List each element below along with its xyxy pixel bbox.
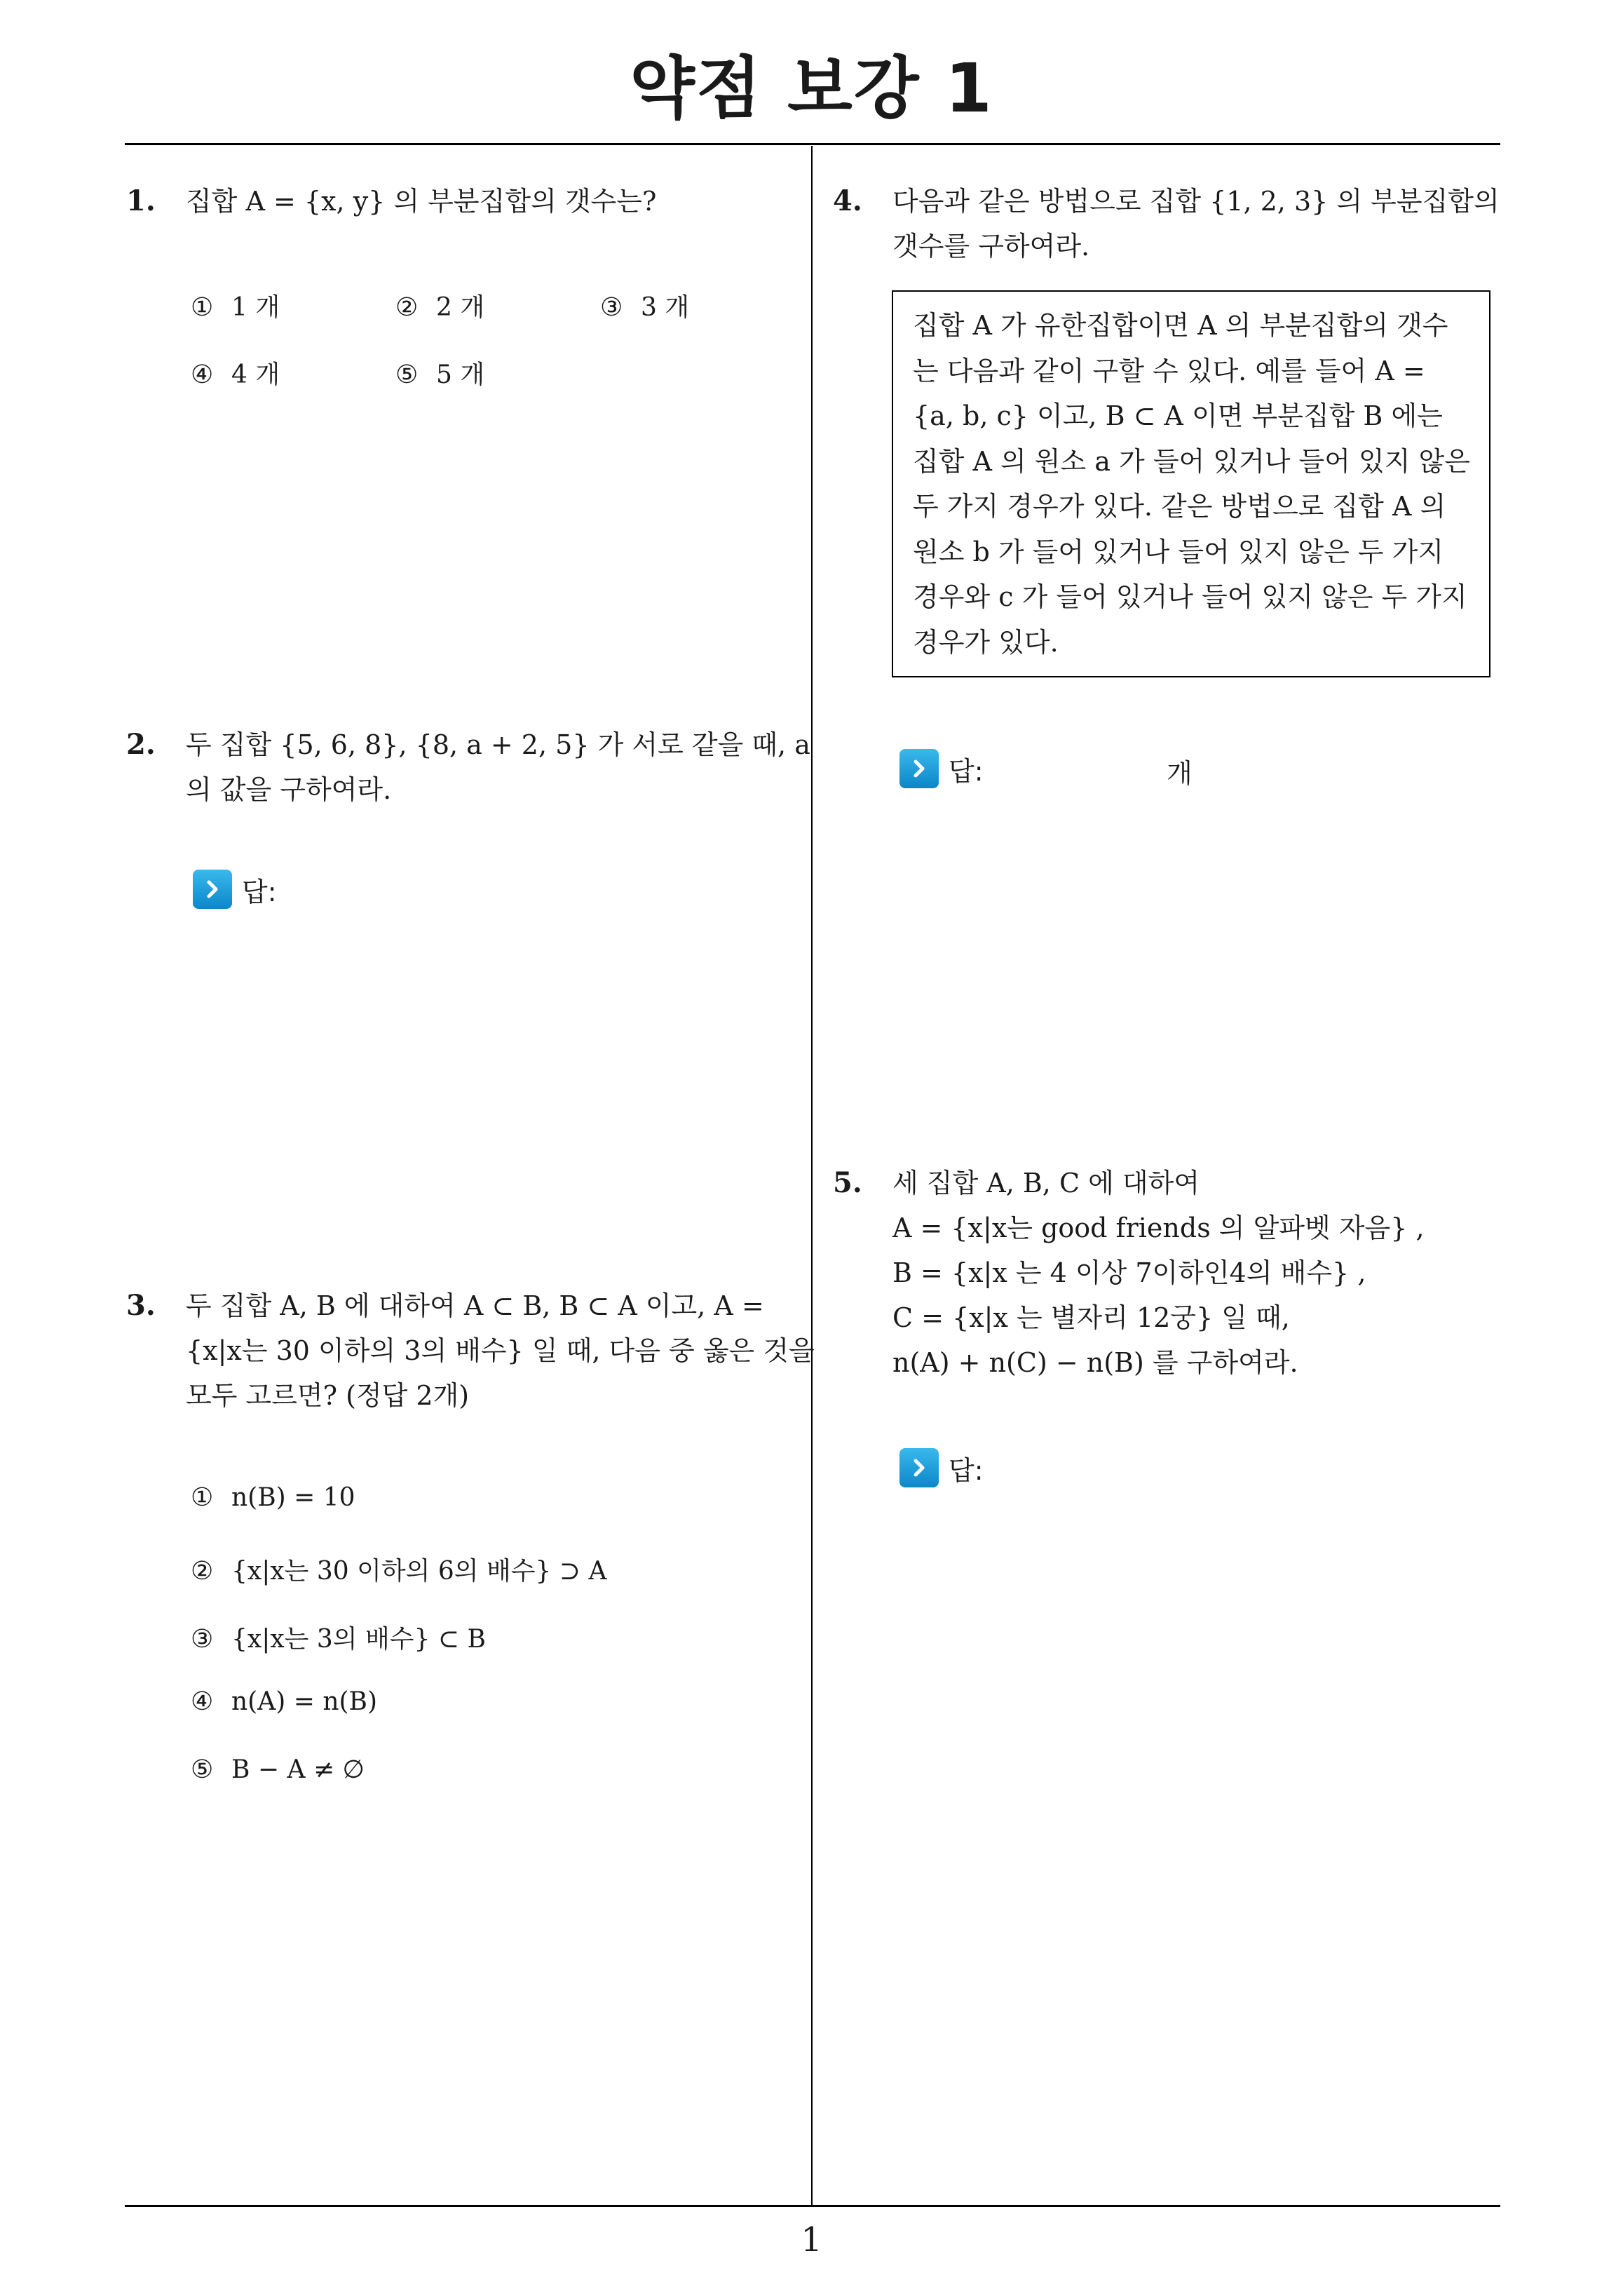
choice-5[interactable]: ⑤ B − A ≠ ∅	[191, 1755, 365, 1784]
question-number: 3.	[126, 1289, 156, 1322]
top-rule	[125, 143, 1500, 145]
question-number: 2.	[126, 728, 156, 761]
choice-2[interactable]: ② {x|x는 30 이하의 6의 배수} ⊃ A	[191, 1557, 607, 1586]
question-number: 4.	[833, 184, 862, 217]
column-divider	[811, 146, 813, 2206]
page-number: 1	[801, 2220, 822, 2260]
choice-2[interactable]: ② 2 개	[395, 293, 485, 322]
question-text: 집합 A = {x, y} 의 부분집합의 갯수는?	[186, 186, 657, 217]
choice-4[interactable]: ④ n(A) = n(B)	[191, 1687, 378, 1716]
bottom-rule	[125, 2205, 1500, 2207]
question-text: 세 집합 A, B, C 에 대하여 A = {x|x는 good friends 의 알파벳 자음} , B = {x|x 는 4 이상 7이하인4의 배수} , C = {x|x 는 별자리 12궁} 일 때, n(A) + n(C) − n(B) 를 구하여라.	[892, 1168, 1425, 1378]
question-text: 두 집합 A, B 에 대하여 A ⊂ B, B ⊂ A 이고, A = {x|x는 30 이하의 3의 배수} 일 때, 다음 중 옳은 것을 모두 고르면? (정답 2개)	[186, 1290, 815, 1411]
choice-5[interactable]: ⑤ 5 개	[395, 360, 485, 389]
answer-label: 답:	[949, 1454, 984, 1486]
question-text: 다음과 같은 방법으로 집합 {1, 2, 3} 의 부분집합의 갯수를 구하여라.	[892, 186, 1500, 262]
choice-3[interactable]: ③ 3 개	[600, 293, 690, 322]
chevron-right-icon	[899, 1448, 939, 1487]
choice-1[interactable]: ① n(B) = 10	[191, 1483, 355, 1512]
question-text: 두 집합 {5, 6, 8}, {8, a + 2, 5} 가 서로 같을 때, a 의 값을 구하여라.	[186, 729, 810, 805]
choice-3[interactable]: ③ {x|x는 3의 배수} ⊂ B	[191, 1625, 486, 1654]
explanation-box: 집합 A 가 유한집합이면 A 의 부분집합의 갯수 는 다음과 같이 구할 수 있다. 예를 들어 A = {a, b, c} 이고, B ⊂ A 이면 부분집합 B 에는 집합 A 의 원소 a 가 들어 있거나 들어 있지 않은 두 가지 경우가 있다. 같은 방법으로 집합 A 의 원소 b 가 들어 있거나 들어 있지 않은 두 가지 경우와 c 가 들어 있거나 들어 있지 않은 두 가지 경우가 있다.	[892, 290, 1490, 677]
answer-label: 답:	[949, 755, 984, 787]
page-title: 약점 보강 1	[630, 49, 993, 128]
chevron-right-icon	[899, 749, 939, 788]
answer-field-q2[interactable]	[193, 870, 277, 909]
choice-4[interactable]: ④ 4 개	[191, 360, 280, 389]
answer-unit: 개	[1167, 758, 1193, 789]
answer-field-q5[interactable]	[899, 1448, 984, 1487]
answer-field-q4[interactable]	[899, 749, 984, 788]
chevron-right-icon	[193, 870, 232, 909]
question-number: 1.	[126, 184, 156, 217]
choice-1[interactable]: ① 1 개	[191, 293, 280, 322]
answer-label: 답:	[242, 876, 277, 907]
question-number: 5.	[833, 1166, 862, 1199]
